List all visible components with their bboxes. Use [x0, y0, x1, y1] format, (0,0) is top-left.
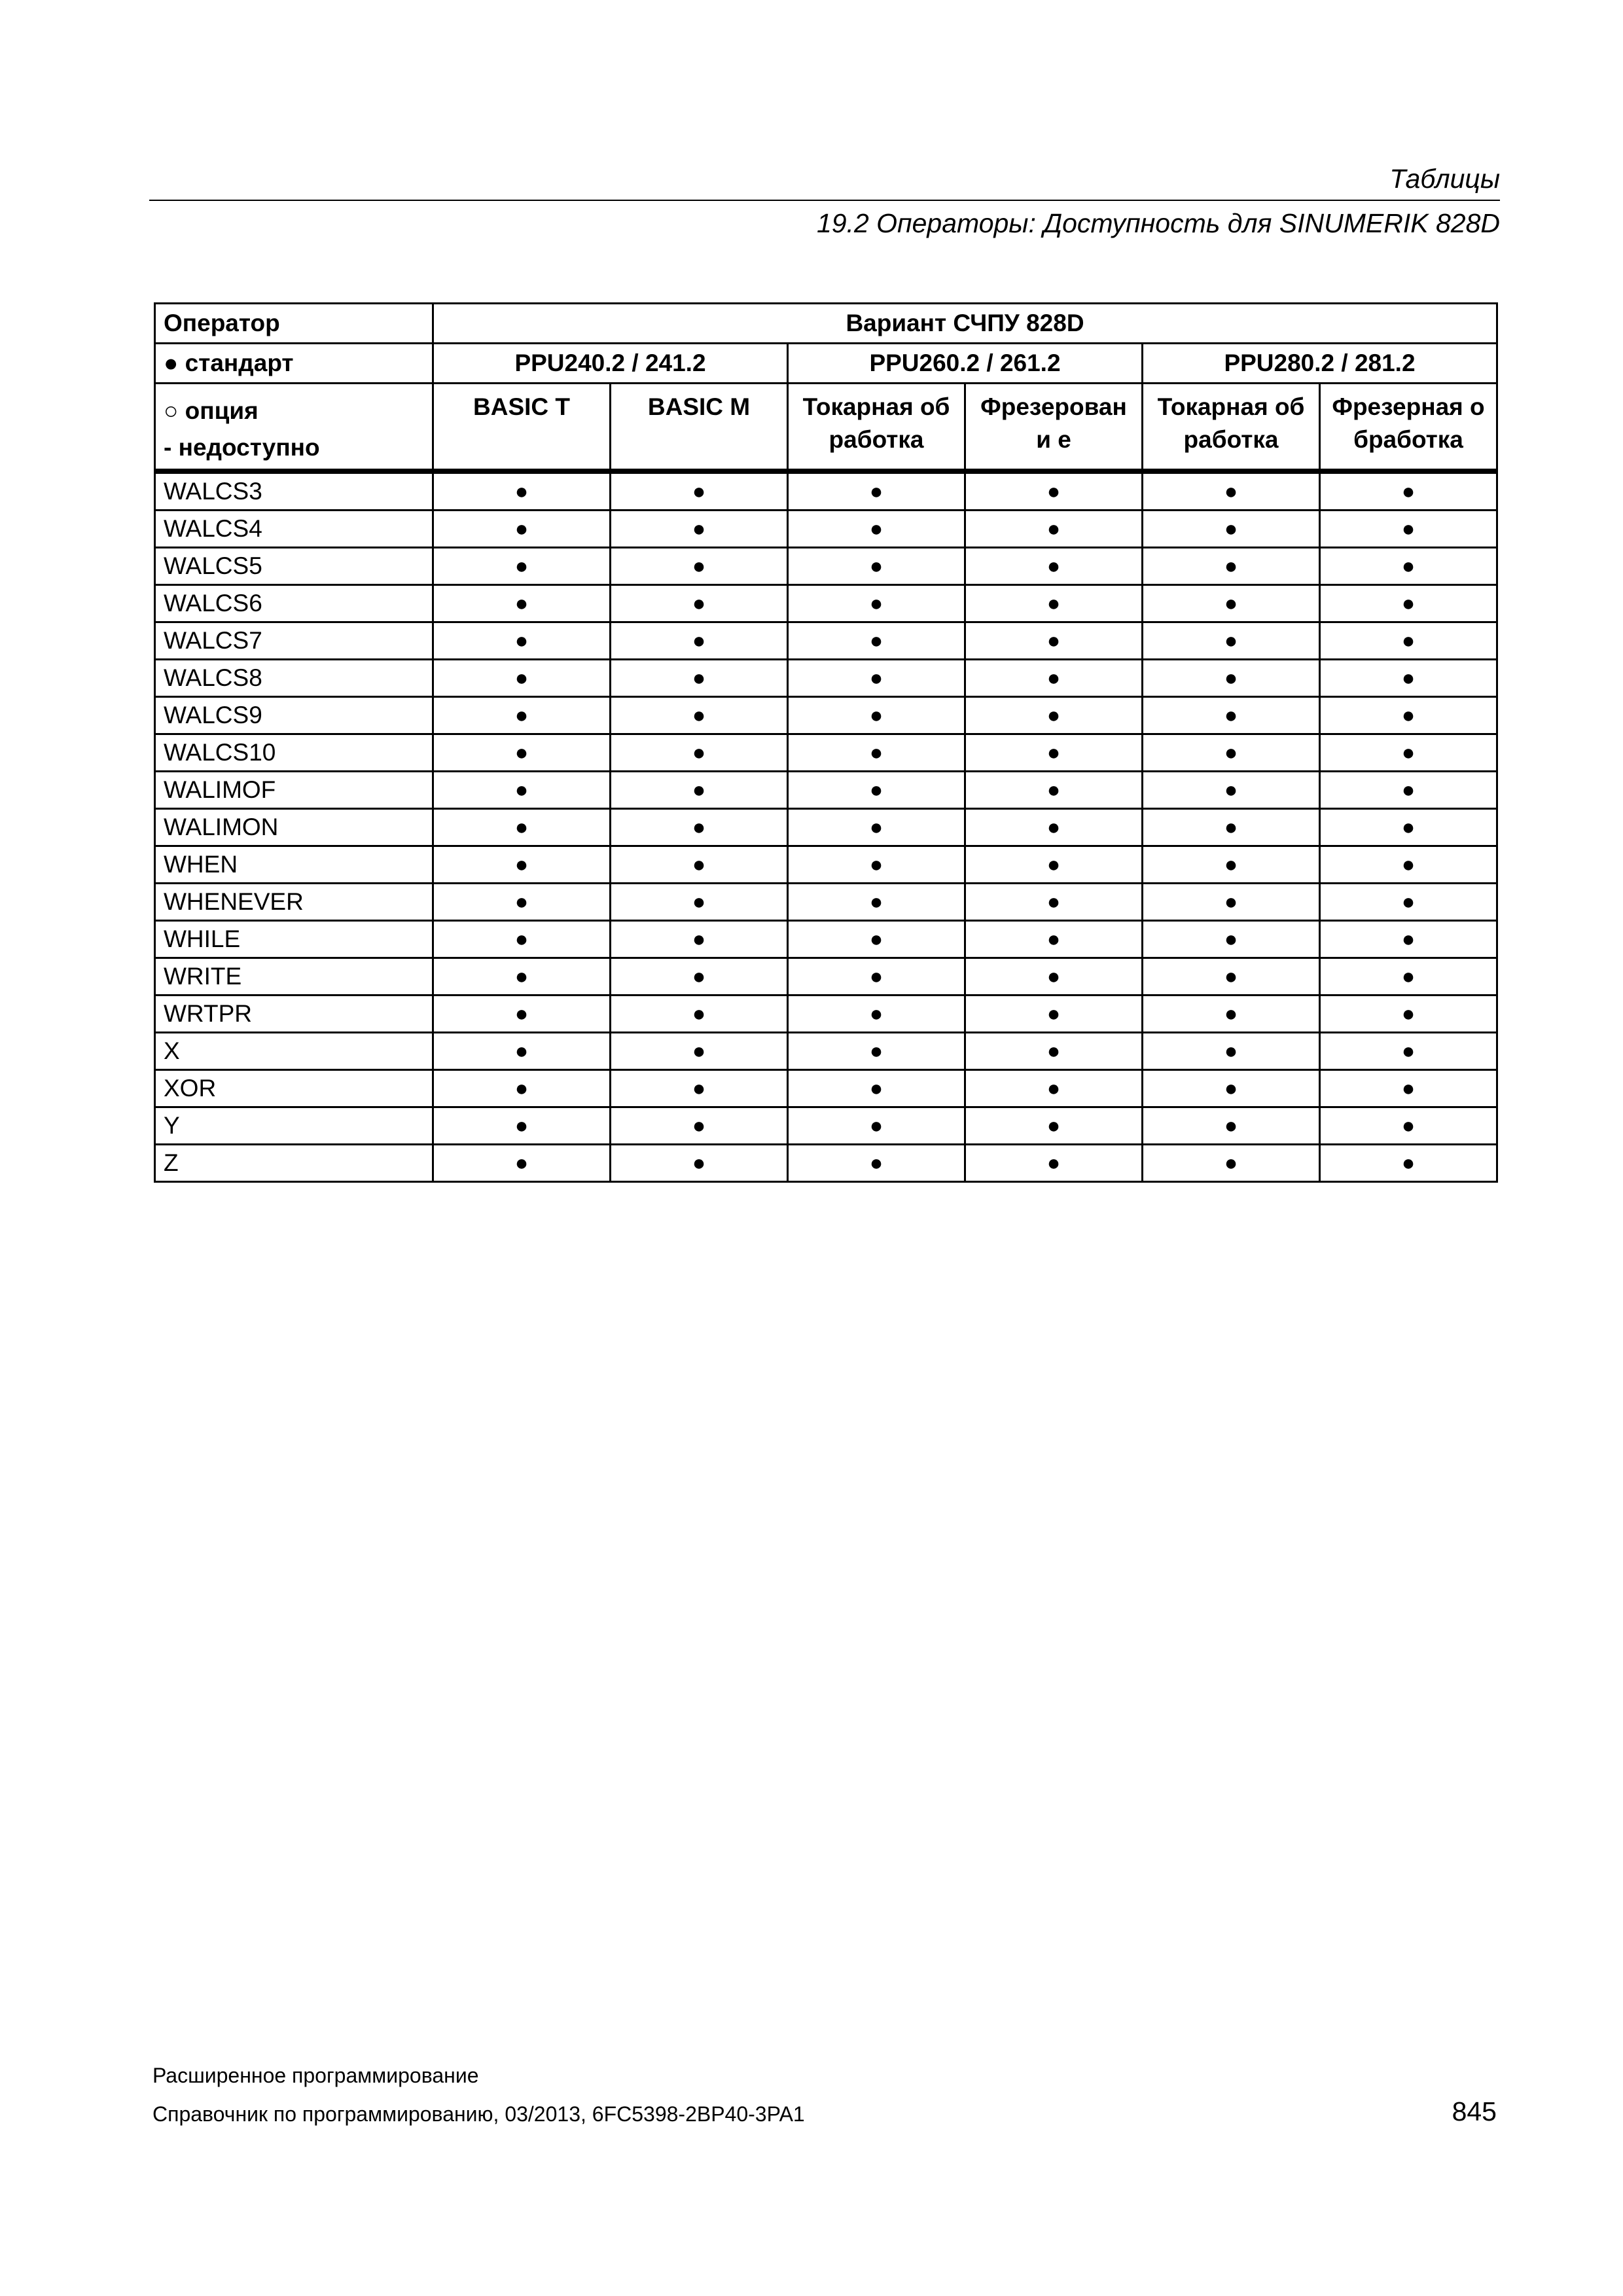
operator-name-cell: WALCS9 — [155, 697, 433, 734]
table-row — [155, 1145, 1497, 1182]
legend-standard: ● стандарт — [155, 344, 433, 384]
availability-mark-cell: ● — [433, 809, 611, 846]
operator-name-cell: WALCS4 — [155, 511, 433, 548]
availability-mark-cell: ● — [433, 660, 611, 697]
availability-mark-cell: ● — [1320, 1070, 1497, 1107]
table-header-row — [155, 304, 1497, 344]
variant-header: Вариант СЧПУ 828D — [433, 304, 1497, 344]
availability-mark-cell: ● — [1320, 921, 1497, 958]
availability-mark-cell: ● — [433, 471, 611, 511]
operator-name-cell: WALCS3 — [155, 471, 433, 511]
availability-mark-cell: ● — [1143, 660, 1320, 697]
availability-mark-cell: ● — [965, 1145, 1143, 1182]
availability-mark-cell: ● — [1320, 734, 1497, 772]
subheader-turning-260: Токарная обработка — [788, 384, 965, 472]
availability-mark-cell: ● — [1320, 1145, 1497, 1182]
availability-mark-cell: ● — [1143, 1070, 1320, 1107]
table-row — [155, 548, 1497, 585]
availability-mark-cell: ● — [1143, 622, 1320, 660]
availability-mark-cell: ● — [611, 1107, 788, 1145]
table-row — [155, 1107, 1497, 1145]
availability-mark-cell: ● — [965, 622, 1143, 660]
availability-mark-cell: ● — [433, 622, 611, 660]
subheader-milling-260: Фрезеровани е — [965, 384, 1143, 472]
availability-mark-cell: ● — [433, 734, 611, 772]
table-row — [155, 511, 1497, 548]
operator-name-cell: WALCS8 — [155, 660, 433, 697]
table-row — [155, 772, 1497, 809]
availability-mark-cell: ● — [1143, 734, 1320, 772]
availability-mark-cell: ● — [965, 958, 1143, 996]
group-header-ppu260: PPU260.2 / 261.2 — [788, 344, 1143, 384]
availability-mark-cell: ● — [788, 921, 965, 958]
availability-mark-cell: ● — [1320, 884, 1497, 921]
availability-mark-cell: ● — [611, 884, 788, 921]
page-number: 845 — [1452, 2096, 1497, 2126]
availability-mark-cell: ● — [1320, 958, 1497, 996]
operator-column-header: Оператор — [155, 304, 433, 344]
availability-mark-cell: ● — [788, 585, 965, 622]
operator-name-cell: WRTPR — [155, 996, 433, 1033]
table-row — [155, 958, 1497, 996]
availability-mark-cell: ● — [611, 697, 788, 734]
availability-mark-cell: ● — [788, 660, 965, 697]
operator-name-cell: WALIMON — [155, 809, 433, 846]
availability-mark-cell: ● — [788, 958, 965, 996]
operator-name-cell: WALCS10 — [155, 734, 433, 772]
availability-mark-cell: ● — [788, 697, 965, 734]
availability-mark-cell: ● — [611, 471, 788, 511]
availability-mark-cell: ● — [433, 958, 611, 996]
table-row — [155, 585, 1497, 622]
availability-mark-cell: ● — [965, 1107, 1143, 1145]
legend-option: ○ опция — [164, 397, 259, 424]
availability-mark-cell: ● — [1320, 996, 1497, 1033]
availability-mark-cell: ● — [1143, 996, 1320, 1033]
availability-mark-cell: ● — [1320, 1107, 1497, 1145]
availability-mark-cell: ● — [611, 958, 788, 996]
availability-mark-cell: ● — [1143, 1145, 1320, 1182]
availability-mark-cell: ● — [788, 622, 965, 660]
availability-mark-cell: ● — [611, 622, 788, 660]
availability-mark-cell: ● — [1320, 471, 1497, 511]
availability-mark-cell: ● — [1143, 772, 1320, 809]
availability-mark-cell: ● — [965, 809, 1143, 846]
availability-mark-cell: ● — [1320, 511, 1497, 548]
group-header-ppu240: PPU240.2 / 241.2 — [433, 344, 788, 384]
availability-mark-cell: ● — [965, 846, 1143, 884]
availability-mark-cell: ● — [1143, 548, 1320, 585]
availability-mark-cell: ● — [611, 1070, 788, 1107]
table-header-row — [155, 344, 1497, 384]
availability-mark-cell: ● — [433, 921, 611, 958]
table-row — [155, 660, 1497, 697]
availability-mark-cell: ● — [788, 1107, 965, 1145]
availability-mark-cell: ● — [611, 734, 788, 772]
table-body — [155, 471, 1497, 1182]
subheader-turning-280: Токарная обработка — [1143, 384, 1320, 472]
table-row — [155, 884, 1497, 921]
availability-mark-cell: ● — [965, 734, 1143, 772]
operator-name-cell: WALCS5 — [155, 548, 433, 585]
availability-mark-cell: ● — [788, 471, 965, 511]
availability-mark-cell: ● — [1320, 772, 1497, 809]
subheader-milling-280: Фрезерная обработка — [1320, 384, 1497, 472]
subheader-basic-m: BASIC M — [611, 384, 788, 472]
table-header-row — [155, 384, 1497, 472]
availability-mark-cell: ● — [1143, 958, 1320, 996]
availability-mark-cell: ● — [611, 660, 788, 697]
running-header-subtitle: 19.2 Операторы: Доступность для SINUMERIK 828D — [816, 208, 1500, 238]
availability-mark-cell: ● — [1143, 846, 1320, 884]
table-row — [155, 471, 1497, 511]
legend-unavailable: - недоступно — [164, 434, 320, 461]
availability-mark-cell: ● — [965, 884, 1143, 921]
availability-mark-cell: ● — [1143, 1033, 1320, 1070]
availability-mark-cell: ● — [611, 772, 788, 809]
availability-mark-cell: ● — [1320, 622, 1497, 660]
availability-mark-cell: ● — [965, 471, 1143, 511]
legend-cell — [155, 384, 433, 472]
availability-mark-cell: ● — [433, 1070, 611, 1107]
availability-mark-cell: ● — [788, 772, 965, 809]
operator-name-cell: WALCS7 — [155, 622, 433, 660]
availability-mark-cell: ● — [1143, 697, 1320, 734]
availability-mark-cell: ● — [433, 884, 611, 921]
subheader-basic-t: BASIC T — [433, 384, 611, 472]
availability-mark-cell: ● — [965, 660, 1143, 697]
availability-mark-cell: ● — [611, 548, 788, 585]
availability-mark-cell: ● — [611, 511, 788, 548]
availability-mark-cell: ● — [965, 772, 1143, 809]
availability-mark-cell: ● — [433, 1033, 611, 1070]
availability-mark-cell: ● — [433, 996, 611, 1033]
availability-mark-cell: ● — [788, 996, 965, 1033]
availability-mark-cell: ● — [433, 697, 611, 734]
header-divider — [149, 200, 1500, 201]
availability-mark-cell: ● — [788, 1033, 965, 1070]
availability-mark-cell: ● — [788, 884, 965, 921]
table-row — [155, 1070, 1497, 1107]
availability-mark-cell: ● — [965, 511, 1143, 548]
availability-mark-cell: ● — [1143, 471, 1320, 511]
availability-mark-cell: ● — [433, 548, 611, 585]
operator-name-cell: WALCS6 — [155, 585, 433, 622]
availability-mark-cell: ● — [1143, 585, 1320, 622]
operator-name-cell: WHEN — [155, 846, 433, 884]
availability-mark-cell: ● — [1143, 921, 1320, 958]
operator-name-cell: WHILE — [155, 921, 433, 958]
footer-book-reference: Справочник по программированию, 03/2013, 6FC5398-2BP40-3PA1 — [152, 2102, 805, 2126]
operator-name-cell: WRITE — [155, 958, 433, 996]
table-row — [155, 809, 1497, 846]
operator-name-cell: WALIMOF — [155, 772, 433, 809]
availability-mark-cell: ● — [611, 809, 788, 846]
footer-book-title: Расширенное программирование — [152, 2064, 479, 2087]
availability-mark-cell: ● — [1143, 884, 1320, 921]
availability-mark-cell: ● — [1320, 585, 1497, 622]
operator-name-cell: Y — [155, 1107, 433, 1145]
operator-name-cell: WHENEVER — [155, 884, 433, 921]
table-row — [155, 996, 1497, 1033]
group-header-ppu280: PPU280.2 / 281.2 — [1143, 344, 1497, 384]
table-row — [155, 921, 1497, 958]
availability-mark-cell: ● — [611, 996, 788, 1033]
table-row — [155, 622, 1497, 660]
availability-mark-cell: ● — [788, 1070, 965, 1107]
availability-mark-cell: ● — [433, 1107, 611, 1145]
availability-mark-cell: ● — [788, 1145, 965, 1182]
operator-name-cell: X — [155, 1033, 433, 1070]
table-row — [155, 697, 1497, 734]
availability-mark-cell: ● — [611, 921, 788, 958]
table-row — [155, 846, 1497, 884]
availability-mark-cell: ● — [611, 846, 788, 884]
availability-mark-cell: ● — [788, 846, 965, 884]
availability-mark-cell: ● — [1320, 1033, 1497, 1070]
availability-mark-cell: ● — [965, 921, 1143, 958]
availability-mark-cell: ● — [965, 1070, 1143, 1107]
availability-mark-cell: ● — [788, 511, 965, 548]
availability-mark-cell: ● — [433, 846, 611, 884]
availability-mark-cell: ● — [965, 1033, 1143, 1070]
availability-mark-cell: ● — [1143, 511, 1320, 548]
availability-mark-cell: ● — [611, 585, 788, 622]
availability-mark-cell: ● — [1320, 809, 1497, 846]
availability-mark-cell: ● — [788, 809, 965, 846]
availability-mark-cell: ● — [965, 996, 1143, 1033]
availability-mark-cell: ● — [611, 1145, 788, 1182]
availability-mark-cell: ● — [1320, 846, 1497, 884]
availability-mark-cell: ● — [1320, 697, 1497, 734]
table-row — [155, 734, 1497, 772]
availability-mark-cell: ● — [433, 511, 611, 548]
availability-mark-cell: ● — [788, 734, 965, 772]
availability-mark-cell: ● — [433, 772, 611, 809]
availability-mark-cell: ● — [965, 585, 1143, 622]
availability-mark-cell: ● — [1320, 548, 1497, 585]
availability-mark-cell: ● — [965, 548, 1143, 585]
availability-mark-cell: ● — [1320, 660, 1497, 697]
availability-mark-cell: ● — [433, 585, 611, 622]
availability-mark-cell: ● — [611, 1033, 788, 1070]
table-row — [155, 1033, 1497, 1070]
operator-name-cell: XOR — [155, 1070, 433, 1107]
running-header-title: Таблицы — [1389, 164, 1500, 194]
operator-availability-table — [154, 302, 1498, 1183]
operator-name-cell: Z — [155, 1145, 433, 1182]
availability-mark-cell: ● — [1143, 1107, 1320, 1145]
availability-mark-cell: ● — [965, 697, 1143, 734]
availability-mark-cell: ● — [1143, 809, 1320, 846]
availability-mark-cell: ● — [788, 548, 965, 585]
availability-mark-cell: ● — [433, 1145, 611, 1182]
